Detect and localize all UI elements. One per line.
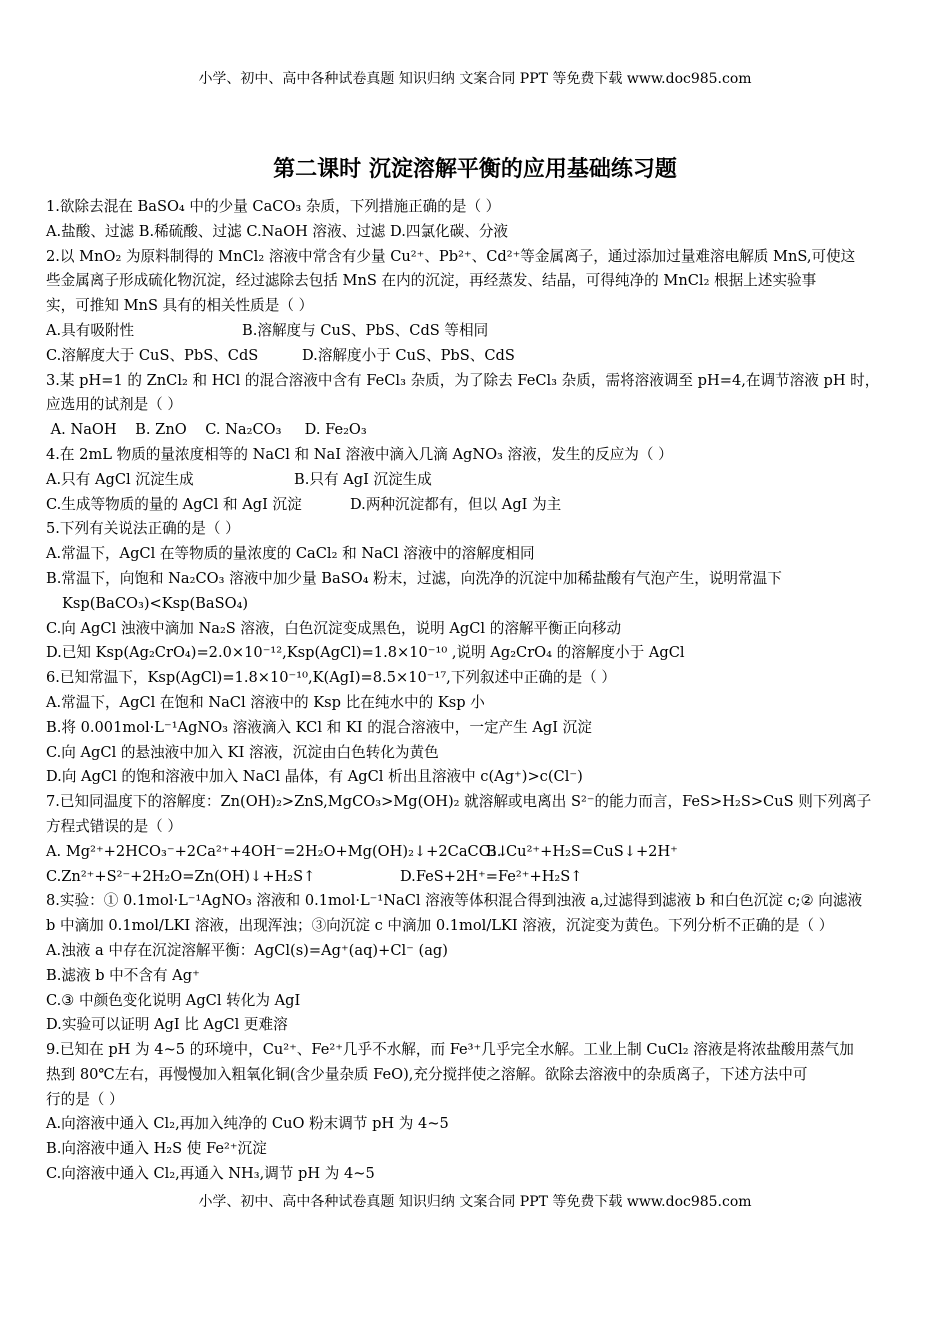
q8-stem-line1: 8.实验：① 0.1mol·L⁻¹AgNO₃ 溶液和 0.1mol·L⁻¹NaCl 溶液等体积混合得到浊液 a,过滤得到滤液 b 和白色沉淀 c;② 向滤液	[46, 892, 863, 910]
q8-option-b: B.滤液 b 中不含有 Ag⁺	[46, 966, 200, 984]
q7-stem-line2: 方程式错误的是（ ）	[46, 817, 182, 835]
q6-option-a: A.常温下，AgCl 在饱和 NaCl 溶液中的 Ksp 比在纯水中的 Ksp 小	[46, 693, 485, 711]
q4-option-c: C.生成等物质的量的 AgCl 和 AgI 沉淀	[46, 495, 302, 513]
q2-option-b: B.溶解度与 CuS、PbS、CdS 等相同	[242, 321, 489, 339]
q1-options: A.盐酸、过滤 B.稀硫酸、过滤 C.NaOH 溶液、过滤 D.四氯化碳、分液	[46, 222, 509, 240]
q9-stem-line2: 热到 80℃左右，再慢慢加入粗氧化铜(含少量杂质 FeO),充分搅拌使之溶解。欲除去溶液中的杂质离子，下述方法中可	[46, 1065, 808, 1083]
q5-option-a: A.常温下，AgCl 在等物质的量浓度的 CaCl₂ 和 NaCl 溶液中的溶解度相同	[46, 545, 535, 563]
q3-stem-line1: 3.某 pH=1 的 ZnCl₂ 和 HCl 的混合溶液中含有 FeCl₃ 杂质，为了除去 FeCl₃ 杂质，需将溶液调至 pH=4,在调节溶液 pH 时，	[46, 371, 880, 389]
q9-option-b: B.向溶液中通入 H₂S 使 Fe²⁺沉淀	[46, 1140, 267, 1158]
q2-stem-line1: 2.以 MnO₂ 为原料制得的 MnCl₂ 溶液中常含有少量 Cu²⁺、Pb²⁺、Cd²⁺等金属离子，通过添加过量难溶电解质 MnS,可使这	[46, 247, 856, 265]
q3-stem-line2: 应选用的试剂是（ ）	[46, 396, 182, 414]
q9-stem-line3: 行的是（ ）	[46, 1090, 124, 1108]
q1-stem: 1.欲除去混在 BaSO₄ 中的少量 CaCO₃ 杂质，下列措施正确的是（ ）	[46, 198, 501, 215]
q9-stem-line1: 9.已知在 pH 为 4~5 的环境中，Cu²⁺、Fe²⁺几乎不水解，而 Fe³⁺几乎完全水解。工业上制 CuCl₂ 溶液是将浓盐酸用蒸气加	[46, 1041, 854, 1059]
q2-stem-line3: 实，可推知 MnS 具有的相关性质是（ ）	[46, 297, 314, 315]
q6-stem: 6.已知常温下，Ksp(AgCl)=1.8×10⁻¹⁰,K(AgI)=8.5×10⁻¹⁷,下列叙述中正确的是（ ）	[46, 669, 616, 687]
q9-option-a: A.向溶液中通入 Cl₂,再加入纯净的 CuO 粉末调节 pH 为 4~5	[46, 1115, 449, 1133]
q4-option-a: A.只有 AgCl 沉淀生成	[46, 470, 194, 488]
q7-stem-line1: 7.已知同温度下的溶解度：Zn(OH)₂>ZnS,MgCO₃>Mg(OH)₂ 就溶解或电离出 S²⁻的能力而言，FeS>H₂S>CuS 则下列离子	[46, 793, 872, 811]
q5-option-c: C.向 AgCl 浊液中滴加 Na₂S 溶液，白色沉淀变成黑色，说明 AgCl 的溶解平衡正向移动	[46, 619, 622, 637]
q7-options-row1	[46, 840, 908, 865]
q2-option-d: D.溶解度小于 CuS、PbS、CdS	[302, 346, 515, 364]
q4-options-row2	[46, 493, 908, 518]
q8-option-a: A.浊液 a 中存在沉淀溶解平衡：AgCl(s)=Ag⁺(aq)+Cl⁻ (ag)	[46, 941, 448, 959]
q5-option-d: D.已知 Ksp(Ag₂CrO₄)=2.0×10⁻¹²,Ksp(AgCl)=1.8×10⁻¹⁰ ,说明 Ag₂CrO₄ 的溶解度小于 AgCl	[46, 644, 685, 662]
q4-options-row1	[46, 468, 908, 493]
page-header: 小学、初中、高中各种试卷真题 知识归纳 文案合同 PPT 等免费下载 www.doc985.com	[198, 71, 752, 87]
q7-options-row2	[46, 865, 908, 890]
q6-option-d: D.向 AgCl 的饱和溶液中加入 NaCl 晶体，有 AgCl 析出且溶液中 c(Ag⁺)>c(Cl⁻)	[46, 768, 583, 786]
q8-option-d: D.实验可以证明 AgI 比 AgCl 更难溶	[46, 1016, 288, 1034]
q8-stem-line2: b 中滴加 0.1mol/LKI 溶液，出现浑浊；③向沉淀 c 中滴加 0.1mol/LKI 溶液，沉淀变为黄色。下列分析不正确的是（ ）	[46, 917, 834, 935]
q3-options: A. NaOH B. ZnO C. Na₂CO₃ D. Fe₂O₃	[46, 421, 367, 439]
q4-option-d: D.两种沉淀都有，但以 AgI 为主	[350, 495, 562, 513]
page-title: 第二课时 沉淀溶解平衡的应用基础练习题	[273, 156, 677, 182]
q7-option-b: B. Cu²⁺+H₂S=CuS↓+2H⁺	[486, 842, 678, 860]
q7-option-d: D.FeS+2H⁺=Fe²⁺+H₂S↑	[400, 867, 583, 885]
q2-options-row1	[46, 319, 908, 344]
q5-option-b-line1: B.常温下，向饱和 Na₂CO₃ 溶液中加少量 BaSO₄ 粉末，过滤，向洗净的沉淀中加稀盐酸有气泡产生，说明常温下	[46, 569, 782, 587]
q7-option-a: A. Mg²⁺+2HCO₃⁻+2Ca²⁺+4OH⁻=2H₂O+Mg(OH)₂↓+2CaCO₃↓	[46, 842, 509, 860]
page-footer: 小学、初中、高中各种试卷真题 知识归纳 文案合同 PPT 等免费下载 www.doc985.com	[198, 1194, 752, 1210]
q7-option-c: C.Zn²⁺+S²⁻+2H₂O=Zn(OH)↓+H₂S↑	[46, 867, 316, 885]
q4-stem: 4.在 2mL 物质的量浓度相等的 NaCl 和 NaI 溶液中滴入几滴 AgNO₃ 溶液，发生的反应为（ ）	[46, 445, 673, 463]
q6-option-c: C.向 AgCl 的悬浊液中加入 KI 溶液，沉淀由白色转化为黄色	[46, 743, 439, 761]
q9-option-c: C.向溶液中通入 Cl₂,再通入 NH₃,调节 pH 为 4~5	[46, 1165, 375, 1183]
q4-option-b: B.只有 AgI 沉淀生成	[294, 470, 432, 488]
q5-stem: 5.下列有关说法正确的是（ ）	[46, 520, 240, 538]
q5-option-b-line2: Ksp(BaCO₃)<Ksp(BaSO₄)	[62, 594, 249, 612]
q8-option-c: C.③ 中颜色变化说明 AgCl 转化为 AgI	[46, 991, 301, 1009]
q6-option-b: B.将 0.001mol·L⁻¹AgNO₃ 溶液滴入 KCl 和 KI 的混合溶液中，一定产生 AgI 沉淀	[46, 718, 592, 736]
q2-option-c: C.溶解度大于 CuS、PbS、CdS	[46, 346, 259, 364]
q2-options-row2	[46, 344, 908, 369]
exercise-content	[46, 195, 908, 1187]
q2-option-a: A.具有吸附性	[46, 321, 135, 339]
q2-stem-line2: 些金属离子形成硫化物沉淀，经过滤除去包括 MnS 在内的沉淀，再经蒸发、结晶，可得纯净的 MnCl₂ 根据上述实验事	[46, 272, 817, 290]
